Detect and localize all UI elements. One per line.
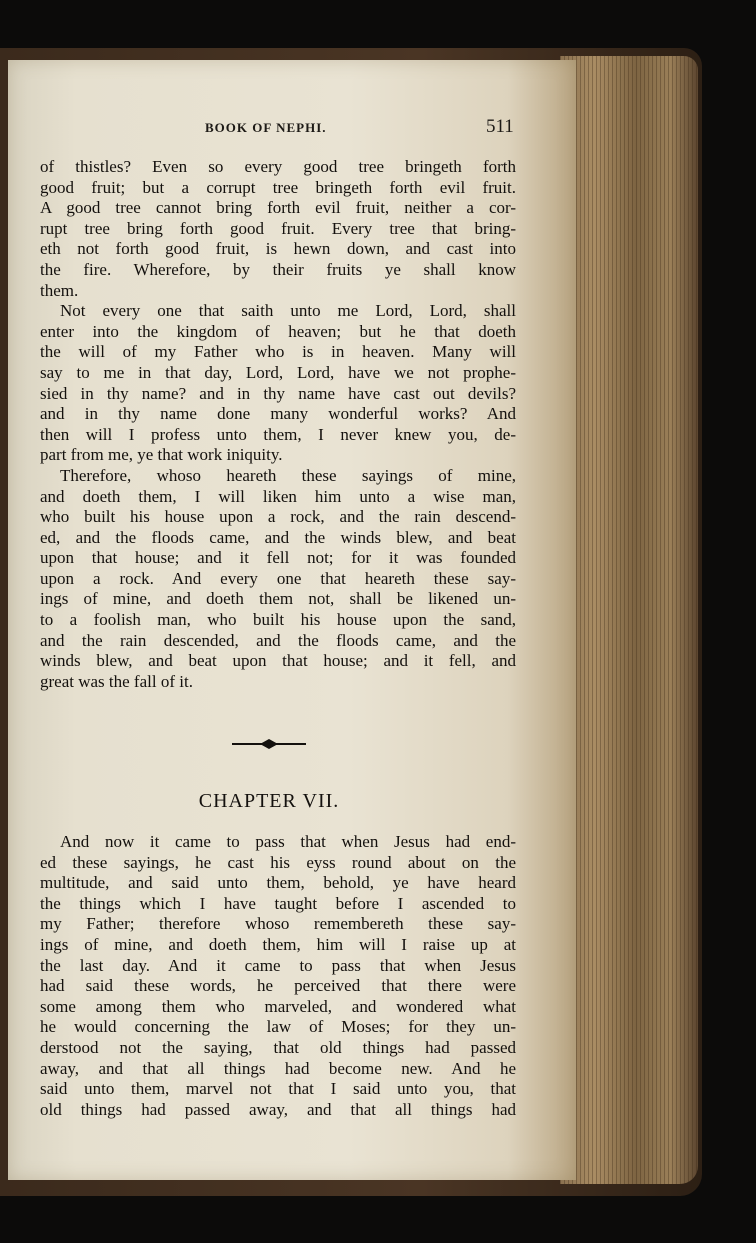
text-line: Therefore, whoso heareth these sayings of mine,: [60, 465, 516, 485]
ornament-divider: [232, 734, 306, 754]
text-line: ed these sayings, he cast his eyss round about on the: [40, 852, 516, 872]
text-line: of thistles? Even so every good tree bringeth forth: [40, 157, 516, 176]
text-line: then will I profess unto them, I never knew you, de-: [40, 424, 516, 444]
text-line: he would concerning the law of Moses; for they un-: [40, 1017, 516, 1037]
text-line: ings of mine, and doeth them not, shall be likened un-: [40, 589, 516, 609]
text-line: derstood not the saying, that old things had passed: [40, 1037, 516, 1057]
text-line: eth not forth good fruit, is hewn down, and cast into: [40, 239, 516, 259]
text-line: had said these words, he perceived that there were: [40, 976, 516, 996]
text-block-verses: [40, 157, 516, 692]
text-line: great was the fall of it.: [40, 671, 193, 691]
text-line: some among them who marveled, and wondered what: [40, 996, 516, 1016]
text-line: who built his house upon a rock, and the rain descend-: [40, 507, 516, 527]
text-line: rupt tree bring forth good fruit. Every tree that bring-: [40, 218, 516, 238]
text-line: winds blew, and beat upon that house; and it fell, and: [40, 651, 516, 671]
text-line: say to me in that day, Lord, Lord, have we not prophe-: [40, 362, 516, 382]
text-line: upon a rock. And every one that heareth these say-: [40, 568, 516, 588]
text-line: and doeth them, I will liken him unto a wise man,: [40, 486, 516, 506]
text-block-chapter: [40, 832, 516, 1120]
text-line: part from me, ye that work iniquity.: [40, 445, 283, 465]
text-line: ed, and the floods came, and the winds blew, and beat: [40, 527, 516, 547]
text-line: said unto them, marvel not that I said unto you, that: [40, 1079, 516, 1099]
text-line: the last day. And it came to pass that when Jesus: [40, 955, 516, 975]
text-line: away, and that all things had become new. And he: [40, 1058, 516, 1078]
running-head: [0, 116, 560, 140]
page-edges: [560, 56, 698, 1184]
chapter-heading-text: CHAPTER VII.: [198, 790, 340, 812]
text-line: good fruit; but a corrupt tree bringeth forth evil fruit.: [40, 177, 516, 197]
text-line: the fire. Wherefore, by their fruits ye shall know: [40, 259, 516, 279]
text-line: multitude, and said unto them, behold, ye have heard: [40, 873, 516, 893]
text-line: Not every one that saith unto me Lord, Lord, shall: [60, 301, 516, 321]
text-line: to a foolish man, who built his house upon the sand,: [40, 610, 516, 630]
text-line: sied in thy name? and in thy name have cast out devils?: [40, 383, 516, 403]
text-line: the will of my Father who is in heaven. Many will: [40, 342, 516, 362]
text-line: the things which I have taught before I ascended to: [40, 893, 516, 913]
text-line: A good tree cannot bring forth evil fruit, neither a cor-: [40, 198, 516, 218]
running-title: BOOK OF NEPHI.: [205, 120, 327, 135]
text-line: and the rain descended, and the floods came, and the: [40, 630, 516, 650]
text-line: upon that house; and it fell not; for it was founded: [40, 548, 516, 568]
text-line: them.: [40, 280, 79, 300]
chapter-heading: [0, 790, 540, 813]
text-line: old things had passed away, and that all things had: [40, 1099, 516, 1119]
text-line: and in thy name done many wonderful works? And: [40, 404, 516, 424]
text-line: enter into the kingdom of heaven; but he that doeth: [40, 321, 516, 341]
text-line: my Father; therefore whoso remembereth these say-: [40, 914, 516, 934]
page-number: 511: [486, 116, 514, 137]
text-line: ings of mine, and doeth them, him will I raise up at: [40, 934, 516, 954]
text-line: And now it came to pass that when Jesus had end-: [60, 832, 516, 851]
